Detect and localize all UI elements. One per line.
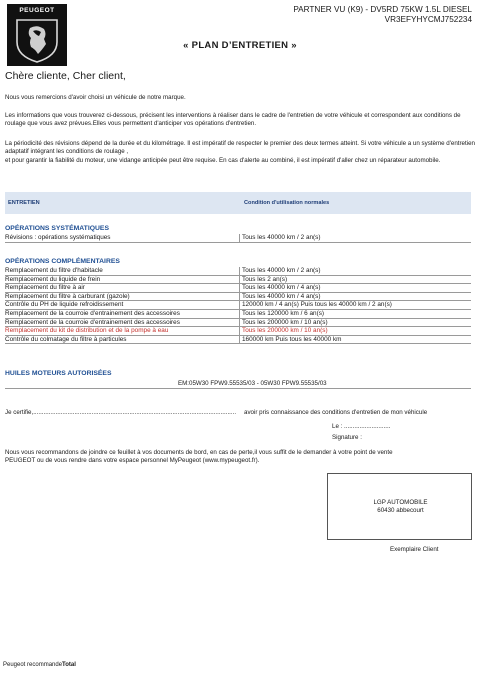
vehicle-vin: VR3EFYHYCMJ752234: [384, 15, 472, 24]
operation-cell: Contrôle du colmatage du filtre à particules: [5, 335, 127, 343]
condition-cell: 120000 km / 4 an(s) Puis tous les 40000 km / 2 an(s): [242, 301, 392, 309]
table-row: [5, 276, 471, 285]
condition-cell: Tous les 2 an(s): [242, 275, 288, 283]
operation-cell: Remplacement du liquide de frein: [5, 275, 101, 283]
divider: [5, 388, 471, 389]
operation-cell: Remplacement du kit de distribution et de la pompe à eau: [5, 327, 169, 335]
table-row: [5, 267, 471, 276]
certify-text: Je certifie,......................................................................................................................: [5, 409, 237, 416]
dealer-address: 60430 abbecourt: [377, 507, 424, 514]
table-row: [5, 319, 471, 328]
operation-cell: Remplacement de la courroie d'entrainement des accessoires: [5, 309, 180, 317]
condition-cell: Tous les 40000 km / 4 an(s): [242, 292, 321, 300]
logo-brand-text: PEUGEOT: [19, 7, 55, 14]
table-row: [5, 301, 471, 310]
thanks-paragraph: Nous vous remercions d'avoir choisi un véhicule de notre marque.: [5, 94, 186, 101]
operation-cell: Remplacement de la courroie d'entrainement des accessoires: [5, 318, 180, 326]
condition-cell: Tous les 200000 km / 10 an(s): [242, 318, 328, 326]
dealer-stamp-box: [327, 473, 472, 540]
condition-cell: Tous les 40000 km / 4 an(s): [242, 284, 321, 292]
condition-cell: Tous les 40000 km / 2 an(s): [242, 234, 321, 241]
operation-cell: Révisions : opérations systématiques: [5, 234, 111, 241]
recommendation-line-2: PEUGEOT ou de vous rendre dans votre espace personnel MyPeugeot (www.mypeugeot.fr).: [5, 457, 260, 464]
signature-field-label: Signature :: [332, 434, 362, 441]
copy-label: Exemplaire Client: [390, 546, 439, 553]
recommendation-line-1: Nous vous recommandons de joindre ce feuillet à vos documents de bord, en cas de perte,il vous suffit de le demander à votre point de vente: [5, 449, 393, 456]
footer-prefix: Peugeot recommande: [3, 662, 63, 668]
complementary-operations-table: [5, 267, 471, 344]
operation-cell: Remplacement du filtre à air: [5, 284, 85, 292]
systematic-operations-table: [5, 234, 471, 243]
complementary-operations-title: OPÉRATIONS COMPLÉMENTAIRES: [5, 258, 120, 265]
footer-recommendation: [3, 662, 76, 668]
operation-cell: Remplacement du filtre d'habitacle: [5, 267, 103, 274]
condition-cell: Tous les 200000 km / 10 an(s): [242, 327, 328, 335]
table-row: [5, 234, 471, 243]
table-row: [5, 336, 471, 345]
info-paragraph: Les informations que vous trouverez ci-dessous, précisent les interventions à réaliser dans le cadre de l'entretien de votre véhicule et correspondent aux conditions de roulage que vous avez prévues.Elles vous permettent d'anticiper vos opérations d'entretien.: [5, 112, 461, 127]
condition-cell: 160000 km Puis tous les 40000 km: [242, 335, 342, 343]
dealer-name: LGP AUTOMOBILE: [373, 499, 428, 506]
maintenance-table-header: [5, 192, 471, 214]
table-row: [5, 310, 471, 319]
engine-oils-value: EM:05W30 FPW9.55535/03 - 05W30 FPW9.55535/03: [178, 380, 327, 387]
table-row: [5, 293, 471, 302]
table-row-highlighted: [5, 327, 471, 336]
engine-oils-title: HUILES MOTEURS AUTORISÉES: [5, 370, 112, 377]
operation-cell: Remplacement du filtre à carburant (gazole): [5, 292, 130, 300]
vehicle-info: [293, 5, 472, 25]
periodicity-paragraph: La périodicité des révisions dépend de la durée et du kilométrage. Il est impératif de respecter le premier des deux termes atteint. Si votre véhicule a un système d'entretien adaptatif intégrant les conditions de roulage ,: [5, 140, 475, 155]
vehicle-model: PARTNER VU (K9) - DV5RD 75KW 1.5L DIESEL: [293, 5, 472, 14]
footer-brand: Total: [62, 662, 76, 668]
reliability-paragraph: et pour garantir la fiabilité du moteur, une vidange anticipée peut être requise. En cas d'alerte au combiné, il est impératif d'aller chez un réparateur automobile.: [5, 157, 441, 164]
systematic-operations-title: OPÉRATIONS SYSTÉMATIQUES: [5, 225, 109, 232]
peugeot-logo: [7, 4, 67, 66]
date-field-label: Le : ...........................: [332, 423, 391, 430]
column-condition: Condition d'utilisation normales: [244, 200, 330, 206]
document-title: « PLAN D’ENTRETIEN »: [183, 40, 297, 51]
table-row: [5, 284, 471, 293]
condition-cell: Tous les 40000 km / 2 an(s): [242, 267, 321, 274]
condition-cell: Tous les 120000 km / 6 an(s): [242, 309, 325, 317]
column-maintenance: ENTRETIEN: [8, 200, 40, 206]
operation-cell: Contrôle du PH de liquide refroidissement: [5, 301, 124, 309]
certify-statement: avoir pris connaissance des conditions d'entretien de mon véhicule: [244, 409, 428, 416]
greeting: Chère cliente, Cher client,: [5, 70, 126, 82]
